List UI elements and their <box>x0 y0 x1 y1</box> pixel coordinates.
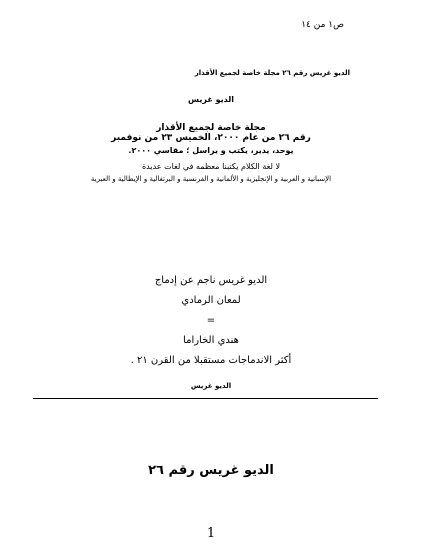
page-number: 1 <box>206 526 216 541</box>
article-line-5: أكثر الاندماجات مستقبلا من القرن ٢١ . <box>130 355 292 366</box>
divider <box>33 398 378 399</box>
bottom-title: الديو غريس رقم ٢٦ <box>148 463 274 478</box>
issue-line: رقم ٢٦ من عام ٢٠٠٠، الخميس ٢٣ من نوفمبر <box>111 133 311 143</box>
footer-label: الديو غريس <box>190 382 232 390</box>
running-title: الديو غريس رقم ٢٦ مجلة خاصة لجميع الأقذار <box>194 69 350 77</box>
publishers-line: يوحد، يدير، يكتب و يراسل ؛ مقاسي ٢٠٠٠. <box>128 146 294 155</box>
page-indicator: ص١ من ١٤ <box>301 20 344 30</box>
languages-list: الإسبانية و العربية و الإنجليزية و الألمانية و الفرنسية و البرتغالية و الإيطالية و العبرية <box>90 175 332 183</box>
article-line-1: الديو غريس ناجم عن إدماج <box>154 275 268 286</box>
magazine-name: الديو غريس <box>188 95 234 104</box>
article-line-2: لمعان الرمادي <box>181 295 241 306</box>
languages-note: لا لغة الكلام يكتبنا معظمه في لغات عديدة <box>141 162 281 171</box>
article-line-4: هندي الخاراما <box>183 335 239 346</box>
magazine-subtitle: مجلة خاصة لجميع الأقذار <box>156 123 266 133</box>
article-line-3: = <box>206 315 216 326</box>
